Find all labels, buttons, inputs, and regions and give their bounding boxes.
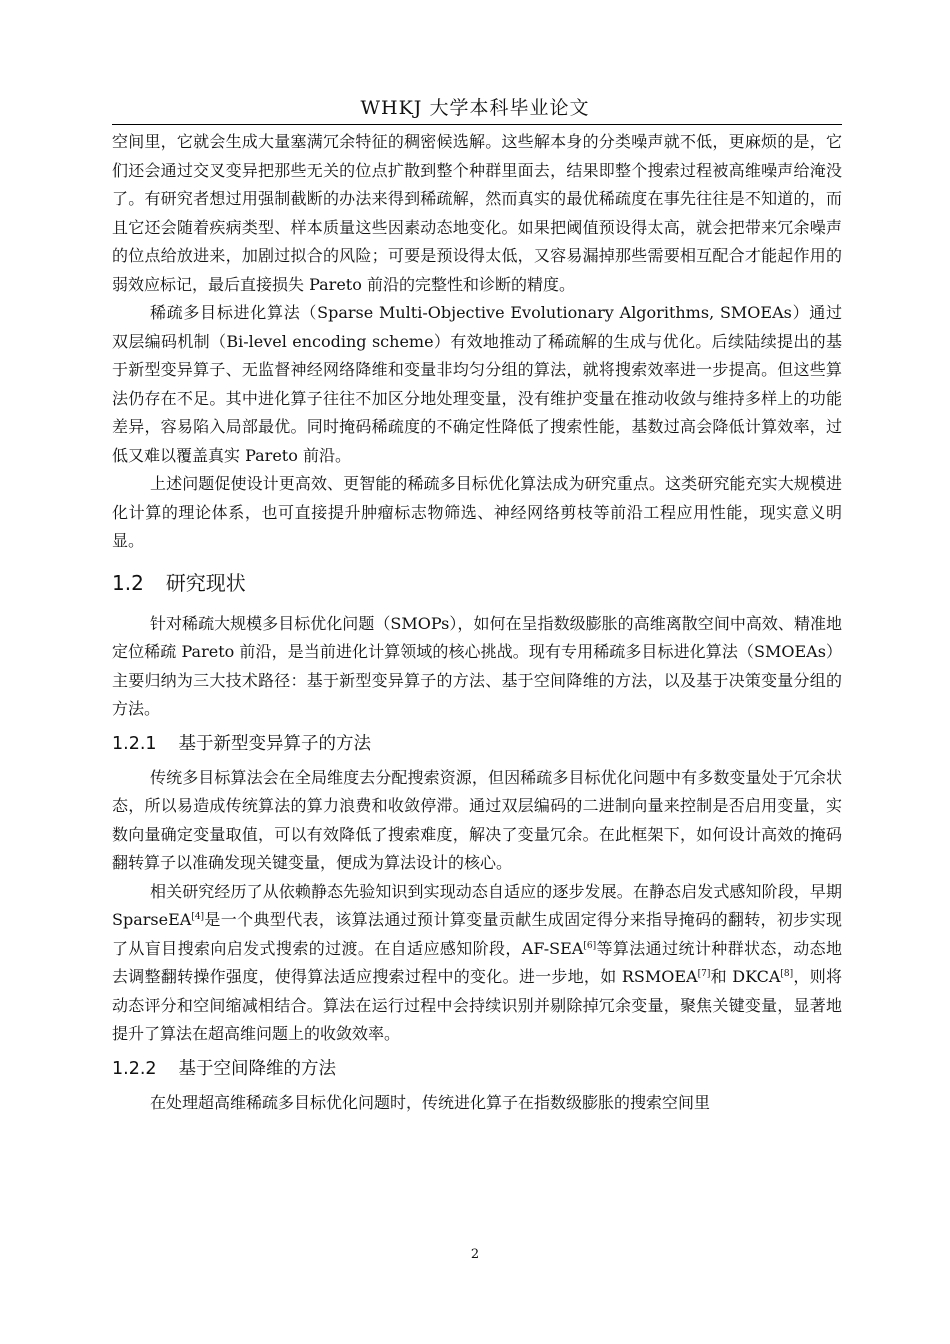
subsection-number: 1.2.1	[112, 733, 157, 754]
citation: [6]	[583, 940, 597, 951]
page-body	[112, 128, 842, 1117]
paragraph: 传统多目标算法会在全局维度去分配搜索资源，但因稀疏多目标优化问题中有多数变量处于冗余状态，所以易造成传统算法的算力浪费和收敛停滞。通过双层编码的二进制向量来控制是否启用变量，实数向量确定变量取值，可以有效降低了搜索难度，解决了变量冗余。在此框架下，如何设计高效的掩码翻转算子以准确发现关键变量，便成为算法设计的核心。	[112, 767, 842, 872]
text-span: 等算法通过统计种群状态，动态地去调整翻转操作强度，使得算法适应搜索过程中的变化。进一步地，如 RSMOEA	[112, 938, 842, 986]
subsection-title: 基于新型变异算子的方法	[178, 733, 372, 754]
citation: [4]	[191, 912, 205, 922]
header-rule	[112, 124, 842, 125]
subsection-heading	[112, 1055, 842, 1083]
text-span: 和 DKCA	[710, 967, 781, 986]
paragraph: 针对稀疏大规模多目标优化问题（SMOPs），如何在呈指数级膨胀的高维离散空间中高效、精准地定位稀疏 Pareto 前沿，是当前进化计算领域的核心挑战。现有专用稀疏多目标进化算法（SMOEAs）主要归纳为三大技术路径：基于新型变异算子的方法、基于空间降维的方法，以及基于决策变量分组的方法。	[112, 613, 842, 718]
page-number: 2	[470, 1247, 480, 1262]
subsection-number: 1.2.2	[112, 1058, 157, 1079]
section-title: 研究现状	[165, 570, 246, 595]
paragraph: 空间里，它就会生成大量塞满冗余特征的稠密候选解。这些解本身的分类噪声就不低，更麻烦的是，它们还会通过交叉变异把那些无关的位点扩散到整个种群里面去，结果即整个搜索过程被高维噪声给淹没了。有研究者想过用强制截断的办法来得到稀疏解，然而真实的最优稀疏度在事先往往是不知道的，而且它还会随着疾病类型、样本质量这些因素动态地变化。如果把阈值预设得太高，就会把带来冗余噪声的位点给放进来，加剧过拟合的风险；可要是预设得太低，又容易漏掉那些需要相互配合才能起作用的弱效应标记，最后直接损失 Pareto 前沿的完整性和诊断的精度。	[112, 132, 842, 294]
paragraph: 稀疏多目标进化算法（Sparse Multi-Objective Evolutionary Algorithms, SMOEAs）通过双层编码机制（Bi-level encoding scheme）有效地推动了稀疏解的生成与优化。后续陆续提出的基于新型变异算子、无监督神经网络降维和变量非均匀分组的算法，就将搜索效率进一步提高。但这些算法仍存在不足。其中进化算子往往不加区分地处理变量，没有维护变量在推动收敛与维持多样上的功能差异，容易陷入局部最优。同时掩码稀疏度的不确定性降低了搜索性能，基数过高会降低计算效率，过低又难以覆盖真实 Pareto 前沿。	[112, 303, 842, 465]
section-number: 1.2	[112, 570, 144, 595]
section-heading	[112, 568, 842, 598]
text-span: 是一个典型代表，该算法通过预计算变量贡献生成固定得分来指导掩码的翻转，初步实现了从盲目搜索向启发式搜索的过渡。在自适应感知阶段，AF-SEA	[112, 910, 842, 958]
page-header: WHKJ 大学本科毕业论文	[360, 97, 590, 119]
text-span: ，则将动态评分和空间缩减相结合。算法在运行过程中会持续识别并剔除掉冗余变量，聚焦关键变量，显著地提升了算法在超高维问题上的收敛效率。	[112, 967, 842, 1043]
paragraph: 在处理超高维稀疏多目标优化问题时，传统进化算子在指数级膨胀的搜索空间里	[150, 1092, 711, 1112]
citation: [7]	[697, 969, 711, 979]
text-span: 相关研究经历了从依赖静态先验知识到实现动态自适应的逐步发展。在静态启发式感知阶段，早期 SparseEA	[112, 881, 842, 929]
paragraph: 上述问题促使设计更高效、更智能的稀疏多目标优化算法成为研究重点。这类研究能充实大规模进化计算的理论体系，也可直接提升肿瘤标志物筛选、神经网络剪枝等前沿工程应用性能，现实意义明显。	[112, 474, 842, 550]
citation: [8]	[780, 969, 794, 979]
paragraph-with-citations	[112, 878, 842, 1049]
subsection-title: 基于空间降维的方法	[178, 1058, 337, 1079]
subsection-heading	[112, 730, 842, 758]
